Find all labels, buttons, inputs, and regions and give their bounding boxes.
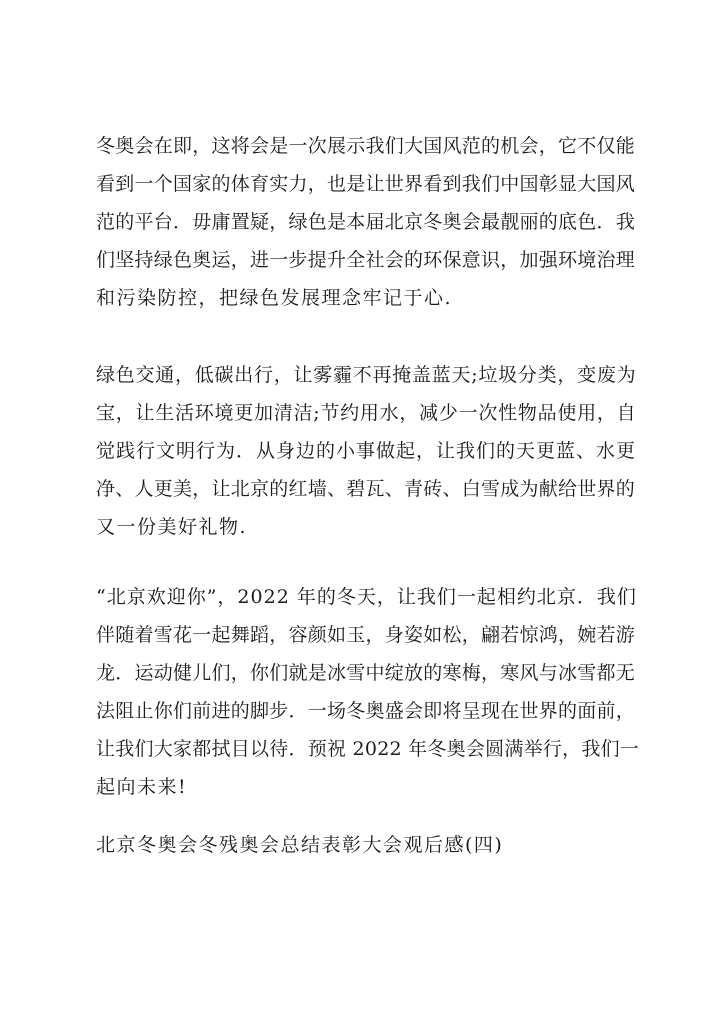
paragraph-line: 和污染防控，把绿色发展理念牢记于心. xyxy=(96,287,453,309)
paragraph-line: 看到一个国家的体育实力，也是让世界看到我们中国彰显大国风 xyxy=(96,173,636,195)
section-heading xyxy=(96,826,641,864)
paragraph-line: 们坚持绿色奥运，进一步提升全社会的环保意识，加强环境治理 xyxy=(96,249,636,271)
paragraph-line: 龙．运动健儿们，你们就是冰雪中绽放的寒梅，寒风与冰雪都无 xyxy=(96,662,636,684)
paragraph-1 xyxy=(96,127,641,317)
paragraph-line: 冬奥会在即，这将会是一次展示我们大国风范的机会，它不仅能 xyxy=(96,135,636,157)
paragraph-line: 宝，让生活环境更加清洁;节约用水，减少一次性物品使用，自 xyxy=(96,402,637,424)
paragraph-3 xyxy=(96,578,641,806)
paragraph-line: 绿色交通，低碳出行，让雾霾不再掩盖蓝天;垃圾分类，变废为 xyxy=(96,364,637,386)
paragraph-line: 觉践行文明行为．从身边的小事做起，让我们的天更蓝、水更 xyxy=(96,440,637,462)
paragraph-line: “北京欢迎你”，2022 年的冬天，让我们一起相约北京．我们 xyxy=(96,586,637,608)
paragraph-line: 净、人更美，让北京的红墙、碧瓦、青砖、白雪成为献给世界的 xyxy=(96,478,636,500)
paragraph-line: 又一份美好礼物. xyxy=(96,516,248,538)
paragraph-line: 伴随着雪花一起舞蹈，容颜如玉，身姿如松，翩若惊鸿，婉若游 xyxy=(96,624,636,646)
heading-text: 北京冬奥会冬残奥会总结表彰大会观后感(四) xyxy=(96,834,504,856)
paragraph-2 xyxy=(96,356,641,546)
paragraph-line: 起向未来! xyxy=(96,776,188,798)
paragraph-line: 范的平台．毋庸置疑，绿色是本届北京冬奥会最靓丽的底色．我 xyxy=(96,211,636,233)
paragraph-line: 法阻止你们前进的脚步．一场冬奥盛会即将呈现在世界的面前， xyxy=(96,700,636,722)
paragraph-line: 让我们大家都拭目以待．预祝 2022 年冬奥会圆满举行，我们一 xyxy=(96,738,640,760)
